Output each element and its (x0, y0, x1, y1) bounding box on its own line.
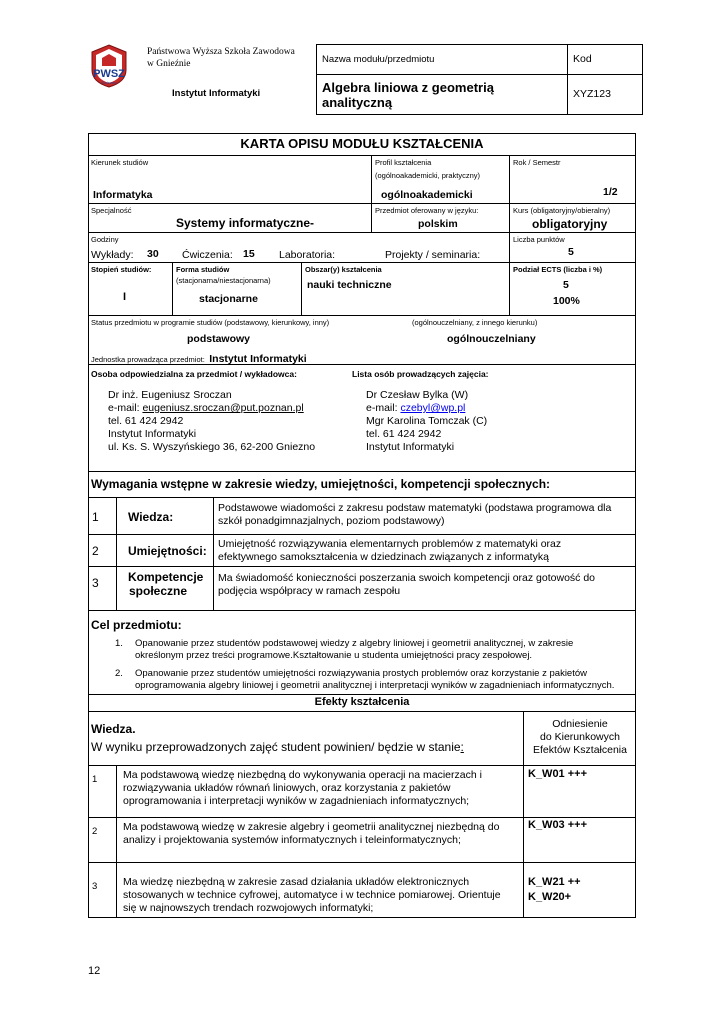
page-number: 12 (88, 965, 101, 977)
unit-row (91, 349, 307, 367)
level-label: Stopień studiów: (91, 265, 152, 274)
level-value: I (123, 291, 127, 303)
goals-title: Cel przedmiotu: (91, 618, 182, 632)
outcome-1-num: 1 (92, 774, 98, 785)
exercises-label: Ćwiczenia: (182, 249, 233, 261)
teacher1-email-link[interactable]: czebyl@wp.pl (400, 402, 466, 414)
course-type-label: Kurs (obligatoryjny/obieralny) (513, 206, 611, 215)
university-logo (86, 42, 132, 88)
status-value: podstawowy (187, 333, 251, 345)
language-label: Przedmiot oferowany w języku: (375, 206, 479, 215)
teachers-block (366, 389, 487, 454)
svg-text:Gniezno: Gniezno (101, 80, 117, 85)
outcome-3-text: Ma wiedzę niezbędną w zakresie zasad działania układów elektronicznych stosowanych w technice cyfrowej, automatyce i w technice pomiarowej. Orientuje się w najnowszych trendach rozwojowych informatyki; (123, 876, 501, 914)
form-label: Forma studiów (stacjonarna/niestacjonarna) (176, 265, 271, 285)
profile-label: Profil kształcenia (ogólnoakademicki, praktyczny) (375, 158, 481, 180)
responsible-label: Osoba odpowiedzialna za przedmiot / wykładowca: (91, 369, 297, 379)
code-label: Kod (568, 45, 643, 75)
outcome-2-ref: K_W03 +++ (528, 819, 588, 831)
outcome-2-num: 2 (92, 826, 98, 837)
responsible-institute: Instytut Informatyki (108, 428, 197, 440)
teachers-label: Lista osób prowadzących zajęcia: (352, 369, 489, 379)
projects-label: Projekty / seminaria: (385, 249, 481, 261)
prereq-1-text: Podstawowe wiadomości z zakresu podstaw matematyki (podstawa programowa dla szkół ponadgimnazjalnych, poziom podstawowy) (218, 502, 612, 527)
prereq-1-num: 1 (92, 510, 99, 524)
field-of-study: Informatyka (93, 189, 153, 201)
prerequisites-title: Wymagania wstępne w zakresie wiedzy, umiejętności, kompetencji społecznych: (91, 477, 551, 491)
outcomes-intro: W wyniku przeprowadzonych zajęć student powinien/ będzie w stanie: (91, 740, 464, 754)
responsible-email-line: e-mail: eugeniusz.sroczan@put.poznan.pl (108, 402, 304, 414)
year-semester-value: 1/2 (603, 186, 618, 198)
responsible-block (108, 389, 315, 454)
ects-label: Podział ECTS (liczba i %) (513, 265, 603, 274)
outcome-1-ref: K_W01 +++ (528, 768, 588, 780)
field-of-study-label: Kierunek studiów (91, 158, 149, 167)
status-label: Status przedmiotu w programie studiów (podstawowy, kierunkowy, inny) (91, 318, 330, 327)
responsible-phone: tel. 61 424 2942 (108, 415, 184, 427)
prereq-2-text: Umiejętność rozwiązywania elementarnych problemów z matematyki oraz efektywnego samokształcenia w dziedzinach związanych z informatyką (218, 538, 562, 563)
specialty-label: Specjalność (91, 206, 132, 215)
form-value: stacjonarne (199, 293, 258, 305)
hours-label: Godziny (91, 235, 119, 244)
points-value: 5 (568, 246, 574, 258)
outcome-2-text: Ma podstawową wiedzę w zakresie algebry i geometrii analitycznej niezbędną do analizy i projektowania systemów informatycznych i teleinformatycznych; (123, 821, 500, 846)
responsible-email[interactable]: eugeniusz.sroczan@put.poznan.pl (142, 402, 304, 414)
responsible-address: ul. Ks. S. Wyszyńskiego 36, 62-200 Gniezno (108, 441, 316, 453)
prereq-2-label: Umiejętności: (128, 544, 207, 558)
ects-percent: 100% (553, 295, 580, 307)
lab-label: Laboratoria: (279, 249, 336, 261)
module-name: Algebra liniowa z geometrią analityczną (317, 75, 568, 115)
knowledge-label: Wiedza. (91, 722, 136, 736)
prereq-1-label: Wiedza: (128, 510, 174, 524)
outcome-3-num: 3 (92, 881, 98, 892)
area-value: nauki techniczne (307, 279, 392, 291)
goal-1-text: Opanowanie przez studentów podstawowej wiedzy z algebry liniowej i geometrii analitycznej, w zakresie określonym przez treści programowe.Kształtowanie u studenta umiejętności pracy zespołowej. (135, 638, 574, 661)
outcomes-title: Efekty kształcenia (314, 696, 410, 708)
prereq-3-text: Ma świadomość konieczności poszerzania swoich kompetencji oraz gotowość do podjęcia współpracy w ramach zespołu (218, 572, 596, 597)
prereq-3-label: Kompetencje społeczne (128, 570, 204, 598)
profile-value: ogólnoakademicki (381, 189, 473, 201)
unit-value: Instytut Informatyki (209, 353, 307, 365)
goal-2-num: 2. (115, 668, 123, 679)
responsible-name: Dr inż. Eugeniusz Sroczan (108, 389, 232, 401)
prereq-3-num: 3 (92, 576, 99, 590)
teacher-institute: Instytut Informatyki (366, 441, 455, 453)
module-name-label: Nazwa modułu/przedmiotu (317, 45, 568, 75)
goal-2-text: Opanowanie przez studentów umiejętności rozwiązywania prostych problemów oraz korzystanie z pakietów oprogramowania algebry liniowej i geometrii analitycznej i interpretacji wyników w zagadnieniach informatycznych. (135, 668, 615, 691)
course-type-value: obligatoryjny (532, 217, 608, 231)
outcome-1-text: Ma podstawową wiedzę niezbędną do wykonywania operacji na macierzach i rozwiązywania układów równań liniowych, oraz korzystania z pakietów oprogramowania i interpretacji wyników w zagadnieniach informatycznych; (123, 769, 482, 807)
code-value: XYZ123 (568, 75, 643, 115)
language-value: polskim (418, 218, 458, 230)
general-value: ogólnouczelniany (447, 333, 536, 345)
reference-header: Odniesienie do Kierunkowych Efektów Kształcenia (533, 718, 627, 756)
points-label: Liczba punktów (513, 235, 565, 244)
header-institute: Instytut Informatyki (172, 88, 261, 99)
area-label: Obszar(y) kształcenia (305, 265, 382, 274)
lectures-value: 30 (147, 248, 159, 260)
teacher2-name: Mgr Karolina Tomczak (C) (366, 415, 488, 427)
ects-value: 5 (563, 279, 569, 291)
card-title: KARTA OPISU MODUŁU KSZTAŁCENIA (240, 136, 484, 151)
outcome-3-refs: K_W21 ++ K_W20+ (528, 876, 581, 903)
year-semester-label: Rok / Semestr (513, 158, 561, 167)
university-name: Państwowa Wyższa Szkoła Zawodowa w Gnieźnie (147, 47, 295, 69)
module-header-table (316, 44, 643, 115)
teacher1-email-line: e-mail: czebyl@wp.pl (366, 402, 466, 414)
general-label: (ogólnouczelniany, z innego kierunku) (412, 318, 538, 327)
unit-label: Jednostka prowadząca przedmiot: (91, 355, 205, 364)
teacher-phone: tel. 61 424 2942 (366, 428, 442, 440)
specialty-value: Systemy informatyczne- (176, 216, 315, 230)
prereq-2-num: 2 (92, 544, 99, 558)
svg-text:PWSZ: PWSZ (93, 68, 125, 80)
goal-1-num: 1. (115, 638, 123, 649)
lectures-label: Wykłady: (91, 249, 134, 261)
teacher1-name: Dr Czesław Bylka (W) (366, 389, 469, 401)
exercises-value: 15 (243, 248, 255, 260)
